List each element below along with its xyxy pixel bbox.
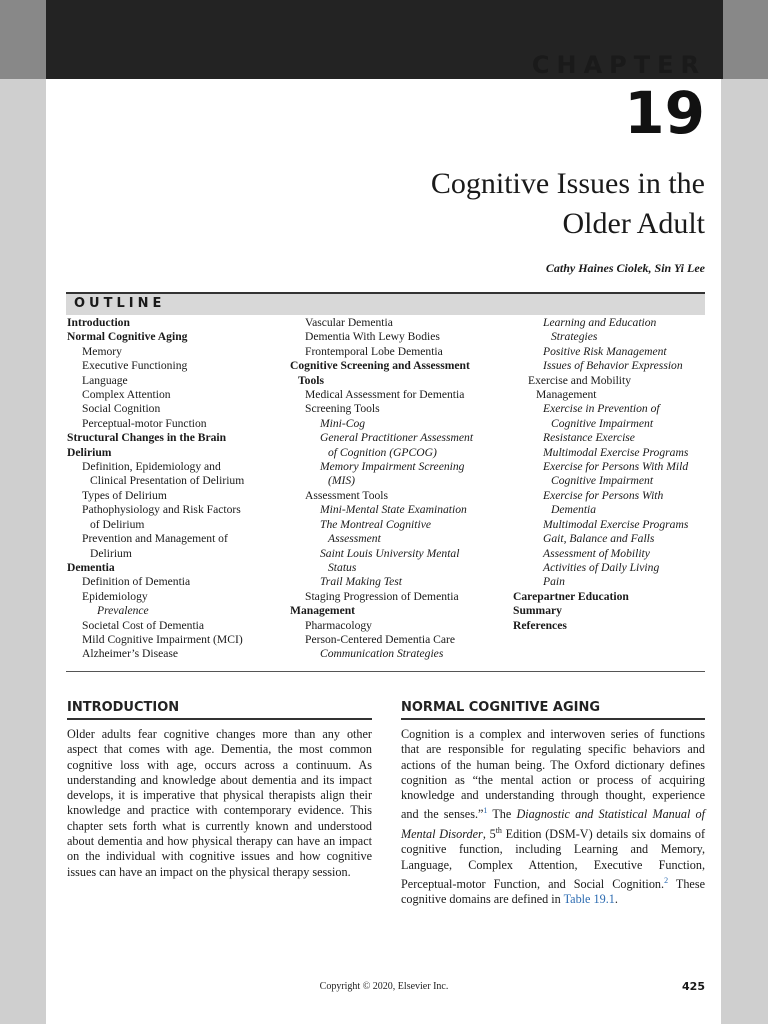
outline-entry: Staging Progression of Dementia [305,589,459,603]
outline-entry: of Delirium [90,517,145,531]
outline-entry: Memory Impairment Screening [320,460,465,474]
outline-entry: Exercise for Persons With [543,488,664,502]
outline-column-3 [513,316,688,633]
outline-entry: Types of Delirium [82,488,167,502]
outline-entry: Issues of Behavior Expression [543,359,683,373]
outline-entry: Strategies [551,330,598,344]
normal-aging-text-6: . [614,892,618,907]
table-19-1-link[interactable]: Table 19.1 [563,892,615,907]
outline-entry: Gait, Balance and Falls [543,532,655,546]
outline-entry: Positive Risk Management [543,344,667,358]
chapter-number: 19 [624,79,705,147]
outline-entry: Assessment of Mobility [543,546,650,560]
outline-entry: Resistance Exercise [543,431,635,445]
right-margin-band [721,0,768,1024]
normal-aging-text-5: These cognitive domains are defined in [401,876,705,907]
outline-entry: Learning and Education [543,316,657,329]
outline-entry: Normal Cognitive Aging [67,330,188,344]
chapter-title-line-2: Older Adult [562,207,705,240]
outline-entry: Alzheimer’s Disease [82,647,179,661]
outline-entry: Status [328,560,357,574]
outline-entry: Management [290,604,356,618]
normal-aging-text-3: , 5 [482,826,496,841]
outline-entry: Multimodal Exercise Programs [543,517,689,531]
outline-bottom-rule [66,671,705,672]
outline-entry: Activities of Daily Living [543,560,660,574]
outline-entry: Exercise in Prevention of [543,402,660,416]
normal-aging-text-1: Cognition is a complex and interwoven series of functions that are responsible for regulating specific behaviors and actions of the human being. The Oxford dictionary defines cognition as “the mental action or process of acquiring knowledge and understanding through thought, experience and the senses.” [401,727,705,822]
outline-entry: Communication Strategies [320,647,444,661]
outline-entry: Exercise and Mobility [528,373,632,387]
outline-entry: Trail Making Test [320,575,403,589]
dsm-title: Diagnostic and Statistical Manual of Mental Disorder [401,807,705,841]
chapter-title [431,164,705,244]
outline-entry: Vascular Dementia [305,316,393,329]
introduction-body: Older adults fear cognitive changes more than any other aspect that comes with age. Dementia, the most common cognitive loss with age, occurs across a continuum. As understanding and knowledge about dementia and its impact develops, it is imperative that physical therapists align their knowledge and practice with contemporary evidence. This chapter sets forth what is currently known and understood about dementia and how physical therapy can have an impact on the individual with cognitive issues and how cognitive issues can have an impact on the physical therapy session. [67,727,372,879]
outline-entry: Definition, Epidemiology and [82,460,221,474]
outline-entry: Dementia [67,560,115,574]
outline-entry: Perceptual-motor Function [82,416,207,430]
outline-entry: Introduction [67,316,130,329]
outline-entry: Delirium [67,445,112,459]
outline-entry: Prevention and Management of [82,532,228,546]
outline-entry: Management [536,388,597,402]
reference-1[interactable]: 1 [483,806,488,816]
outline-entry: Person-Centered Dementia Care [305,632,456,646]
outline-entry: Structural Changes in the Brain [67,431,227,445]
outline-header [66,292,705,315]
outline-entry: Assessment Tools [305,488,389,502]
outline-entry: Dementia With Lewy Bodies [305,330,440,344]
outline-entry: Cognitive Screening and Assessment [290,359,470,373]
outline-entry: (MIS) [328,474,356,488]
outline-entry: Cognitive Impairment [551,416,654,430]
left-margin-band [0,0,46,1024]
outline-entry: Social Cognition [82,402,161,416]
outline-entry: Complex Attention [82,388,171,402]
outline-entry: Cognitive Impairment [551,474,654,488]
edition-superscript: th [495,825,502,835]
outline-entry: The Montreal Cognitive [320,517,431,531]
outline-entry: Carepartner Education [513,589,629,603]
outline-entry: Multimodal Exercise Programs [543,445,689,459]
outline-column-2 [290,316,473,662]
normal-aging-text-4: Edition (DSM-V) details six domains of cognitive function, including Learning and Memory, Language, Complex Attention, Executive Function, Perceptual-motor Function, and Social Cognition. [401,826,706,891]
page-number: 425 [682,980,705,993]
normal-aging-heading: NORMAL COGNITIVE AGING [401,700,705,720]
outline-entry: Assessment [328,532,381,546]
outline-entry: Definition of Dementia [82,575,191,589]
outline-entry: Executive Functioning [82,359,188,373]
chapter-authors: Cathy Haines Ciolek, Sin Yi Lee [545,261,705,275]
outline-entry: Delirium [90,546,132,560]
introduction-heading: INTRODUCTION [67,700,372,720]
outline-entry: Medical Assessment for Dementia [305,388,465,402]
outline-entry: Saint Louis University Mental [320,546,460,560]
outline-entry: Pharmacology [305,618,372,632]
outline-column-1 [67,316,244,662]
outline-entry: Societal Cost of Dementia [82,618,205,632]
reference-2[interactable]: 2 [664,875,669,885]
outline-entry: Mini-Mental State Examination [320,503,467,517]
chapter-title-line-1: Cognitive Issues in the [430,167,705,200]
normal-aging-text-2: The [487,807,517,822]
outline-entry: Summary [513,604,562,618]
outline-entry: Tools [298,373,324,387]
normal-aging-body [401,727,705,907]
outline-entry: General Practitioner Assessment [320,431,474,445]
outline-entry: Prevalence [97,604,149,618]
outline-entry: References [513,618,567,632]
outline-entry: Dementia [551,503,597,517]
outline-entry: Mini-Cog [320,416,366,430]
copyright-footer: Copyright © 2020, Elsevier Inc. [319,981,449,992]
outline-entry: Exercise for Persons With Mild [543,460,689,474]
outline-title: OUTLINE [74,296,166,311]
outline-entry: Pain [543,575,565,589]
outline-entry: of Cognition (GPCOG) [328,445,437,459]
outline-entry: Frontemporal Lobe Dementia [305,344,443,358]
outline-entry: Clinical Presentation of Delirium [90,474,245,488]
outline-entry: Mild Cognitive Impairment (MCI) [82,632,243,646]
outline-entry: Language [82,373,128,387]
outline-entry: Screening Tools [305,402,380,416]
outline-entry: Pathophysiology and Risk Factors [82,503,241,517]
chapter-label: CHAPTER [531,51,706,79]
outline-entry: Memory [82,344,122,358]
outline-entry: Epidemiology [82,589,148,603]
